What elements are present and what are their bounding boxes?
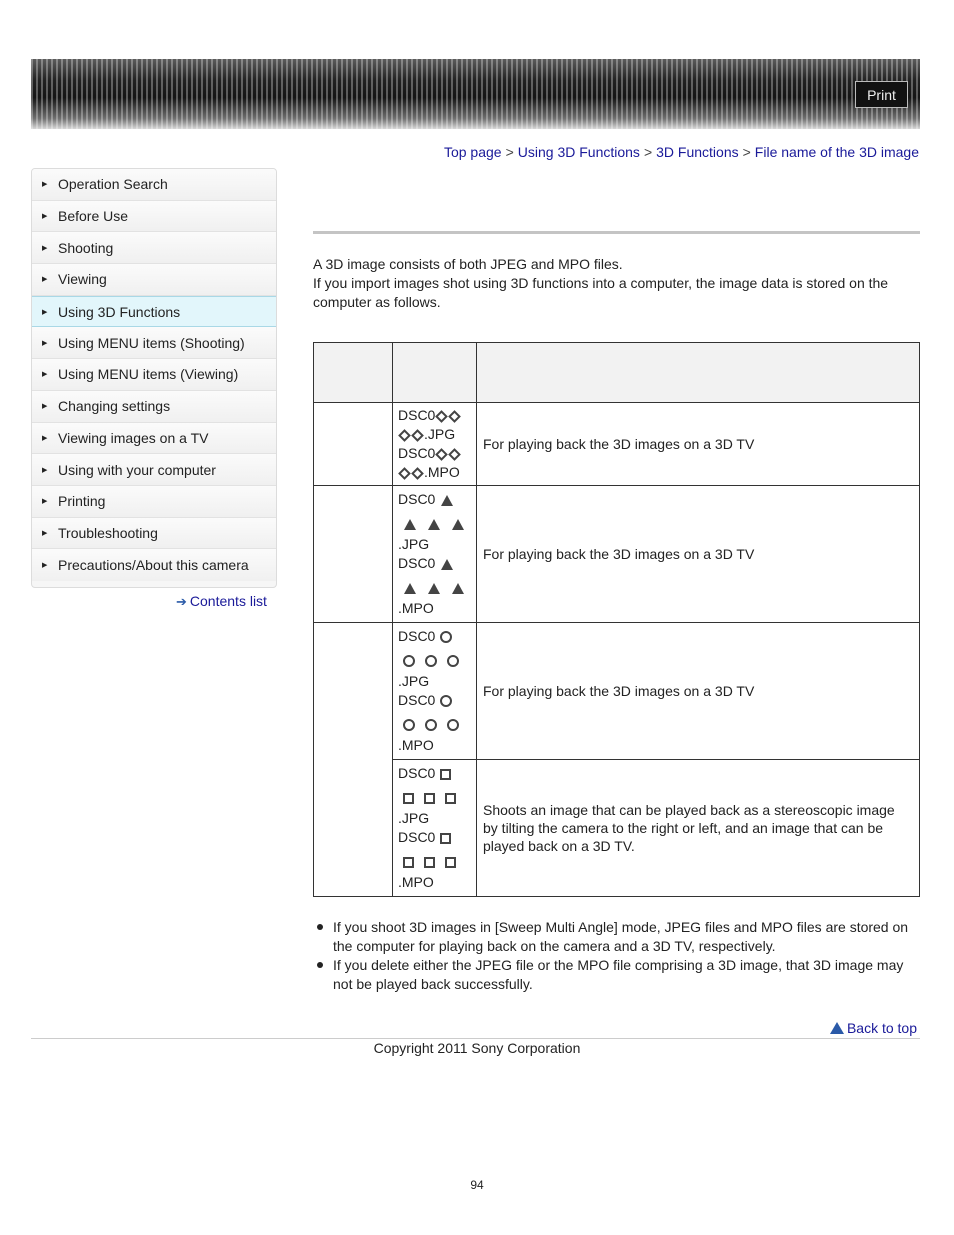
diamond-marker-icon xyxy=(435,410,448,423)
file-extension: .JPG xyxy=(398,536,430,552)
square-marker-icon xyxy=(424,793,435,804)
circle-marker-icon xyxy=(440,695,452,707)
breadcrumb-separator: > xyxy=(505,144,514,160)
arrow-right-icon: ▶ xyxy=(42,371,48,379)
sidebar-item-troubleshooting[interactable] xyxy=(32,518,276,550)
contents-list-link[interactable] xyxy=(176,593,267,610)
table-row xyxy=(314,403,920,486)
arrow-right-icon: ➔ xyxy=(176,594,187,609)
file-prefix: DSC0 xyxy=(398,628,436,644)
file-extension: .JPG xyxy=(398,673,430,689)
table-header-cell xyxy=(314,343,393,403)
sidebar-item-label: Operation Search xyxy=(58,176,168,193)
file-prefix: DSC0 xyxy=(398,407,436,423)
mpo-file-name xyxy=(398,691,470,755)
file-extension: .MPO xyxy=(424,464,460,480)
arrow-right-icon: ▶ xyxy=(42,529,48,537)
sidebar-item-before-use[interactable] xyxy=(32,201,276,233)
jpg-file-name xyxy=(398,764,470,828)
arrow-right-icon: ▶ xyxy=(42,403,48,411)
diamond-marker-icon xyxy=(435,448,448,461)
sidebar-item-menu-viewing[interactable] xyxy=(32,359,276,391)
square-marker-icon xyxy=(403,857,414,868)
triangle-marker-icon xyxy=(452,583,464,594)
file-extension: .MPO xyxy=(398,737,434,753)
breadcrumb-top-page[interactable]: Top page xyxy=(443,144,502,160)
square-marker-icon xyxy=(403,793,414,804)
breadcrumb xyxy=(444,144,919,160)
diamond-marker-icon xyxy=(411,429,424,442)
sidebar-item-label: Before Use xyxy=(58,208,129,225)
description-cell: For playing back the 3D images on a 3D TV xyxy=(477,486,920,623)
description-cell: For playing back the 3D images on a 3D TV xyxy=(477,623,920,760)
sidebar-item-label: Using 3D Functions xyxy=(58,303,181,320)
sidebar-item-label: Using MENU items (Shooting) xyxy=(58,334,245,351)
sidebar-item-printing[interactable] xyxy=(32,486,276,518)
triangle-marker-icon xyxy=(428,519,440,530)
copyright-text: Copyright 2011 Sony Corporation xyxy=(373,1040,581,1056)
mpo-file-name xyxy=(398,554,470,618)
diamond-marker-icon xyxy=(448,448,461,461)
arrow-up-icon xyxy=(830,1022,844,1034)
sidebar xyxy=(31,168,277,588)
arrow-right-icon: ▶ xyxy=(42,181,48,189)
arrow-right-icon: ▶ xyxy=(42,244,48,252)
table-header-cell xyxy=(477,343,920,403)
mpo-file-name xyxy=(398,444,470,482)
square-marker-icon xyxy=(445,857,456,868)
diamond-marker-icon xyxy=(398,467,411,480)
sidebar-item-using-3d-functions[interactable] xyxy=(32,296,276,328)
file-name-cell xyxy=(393,760,477,897)
file-name-cell xyxy=(393,623,477,760)
note-item: If you delete either the JPEG file or the MPO file comprising a 3D image, that 3D image may not be played back successfully. xyxy=(313,956,920,994)
arrow-right-icon: ▶ xyxy=(42,308,48,316)
triangle-marker-icon xyxy=(452,519,464,530)
sidebar-item-label: Viewing xyxy=(58,271,107,288)
breadcrumb-separator: > xyxy=(742,144,751,160)
sidebar-item-changing-settings[interactable] xyxy=(32,391,276,423)
mpo-file-name xyxy=(398,828,470,892)
file-name-table xyxy=(313,342,920,897)
arrow-right-icon: ▶ xyxy=(42,434,48,442)
circle-marker-icon xyxy=(425,655,437,667)
notes xyxy=(313,918,920,994)
table-cell xyxy=(314,623,393,897)
jpg-file-name xyxy=(398,490,470,554)
arrow-right-icon: ▶ xyxy=(42,213,48,221)
file-extension: .JPG xyxy=(398,810,430,826)
description-cell: For playing back the 3D images on a 3D TV xyxy=(477,403,920,486)
intro-line-1: A 3D image consists of both JPEG and MPO files. xyxy=(313,256,623,272)
description-cell: Shoots an image that can be played back as a stereoscopic image by tilting the camera to the right or left, and an image that can be played back on a 3D TV. xyxy=(477,760,920,897)
file-name-cell xyxy=(393,486,477,623)
arrow-right-icon: ▶ xyxy=(42,498,48,506)
diamond-marker-icon xyxy=(398,429,411,442)
sidebar-item-viewing-on-tv[interactable] xyxy=(32,423,276,455)
table-cell xyxy=(314,403,393,486)
intro-line-2: If you import images shot using 3D functions into a computer, the image data is stored on the computer as follows. xyxy=(313,275,889,310)
square-marker-icon xyxy=(440,769,451,780)
circle-marker-icon xyxy=(440,631,452,643)
square-marker-icon xyxy=(440,833,451,844)
circle-marker-icon xyxy=(425,719,437,731)
sidebar-item-menu-shooting[interactable] xyxy=(32,327,276,359)
breadcrumb-separator: > xyxy=(643,144,653,160)
triangle-marker-icon xyxy=(441,559,453,570)
file-prefix: DSC0 xyxy=(398,555,436,571)
sidebar-item-viewing[interactable] xyxy=(32,264,276,296)
file-extension: .MPO xyxy=(398,600,434,616)
file-prefix: DSC0 xyxy=(398,445,436,461)
diamond-marker-icon xyxy=(411,467,424,480)
file-prefix: DSC0 xyxy=(398,692,436,708)
sidebar-item-label: Printing xyxy=(58,493,106,510)
triangle-marker-icon xyxy=(441,495,453,506)
square-marker-icon xyxy=(424,857,435,868)
sidebar-item-label: Precautions/About this camera xyxy=(58,557,249,574)
breadcrumb-current-page[interactable]: File name of the 3D image xyxy=(754,144,919,160)
file-name-cell xyxy=(393,403,477,486)
file-prefix: DSC0 xyxy=(398,491,436,507)
jpg-file-name xyxy=(398,627,470,691)
file-extension: .JPG xyxy=(424,426,456,442)
arrow-right-icon: ▶ xyxy=(42,562,48,570)
diamond-marker-icon xyxy=(448,410,461,423)
square-marker-icon xyxy=(445,793,456,804)
triangle-marker-icon xyxy=(428,583,440,594)
table-header-cell xyxy=(393,343,477,403)
sidebar-item-label: Using with your computer xyxy=(58,461,216,478)
file-prefix: DSC0 xyxy=(398,765,436,781)
file-extension: .MPO xyxy=(398,874,434,890)
header-banner xyxy=(31,59,920,129)
title-divider xyxy=(313,231,920,234)
sidebar-item-label: Troubleshooting xyxy=(58,524,158,541)
print-button[interactable]: Print xyxy=(855,81,908,108)
intro-text xyxy=(313,255,920,312)
arrow-right-icon: ▶ xyxy=(42,276,48,284)
sidebar-item-using-with-computer[interactable] xyxy=(32,454,276,486)
sidebar-item-label: Viewing images on a TV xyxy=(58,429,209,446)
circle-marker-icon xyxy=(403,655,415,667)
back-to-top-label: Back to top xyxy=(846,1020,917,1036)
breadcrumb-using-3d-functions[interactable]: Using 3D Functions xyxy=(517,144,640,160)
triangle-marker-icon xyxy=(404,583,416,594)
arrow-right-icon: ▶ xyxy=(42,339,48,347)
circle-marker-icon xyxy=(403,719,415,731)
sidebar-item-shooting[interactable] xyxy=(32,232,276,264)
jpg-file-name xyxy=(398,406,470,444)
file-prefix: DSC0 xyxy=(398,829,436,845)
table-row xyxy=(314,486,920,623)
page-number: 94 xyxy=(470,1178,484,1192)
footer-divider xyxy=(31,1038,920,1039)
table-header-row xyxy=(314,343,920,403)
sidebar-item-precautions[interactable] xyxy=(32,549,276,581)
contents-list-label: Contents list xyxy=(189,593,267,609)
arrow-right-icon: ▶ xyxy=(42,466,48,474)
sidebar-item-label: Using MENU items (Viewing) xyxy=(58,366,239,383)
breadcrumb-3d-functions[interactable]: 3D Functions xyxy=(656,144,739,160)
sidebar-item-label: Shooting xyxy=(58,239,114,256)
sidebar-item-operation-search[interactable] xyxy=(32,169,276,201)
triangle-marker-icon xyxy=(404,519,416,530)
table-cell xyxy=(314,486,393,623)
circle-marker-icon xyxy=(447,655,459,667)
table-row xyxy=(314,623,920,760)
note-item: If you shoot 3D images in [Sweep Multi Angle] mode, JPEG files and MPO files are stored on the computer for playing back on the camera and a 3D TV, respectively. xyxy=(313,918,920,956)
circle-marker-icon xyxy=(447,719,459,731)
sidebar-item-label: Changing settings xyxy=(58,398,171,415)
back-to-top-link[interactable] xyxy=(830,1020,917,1036)
table-row xyxy=(314,760,920,897)
